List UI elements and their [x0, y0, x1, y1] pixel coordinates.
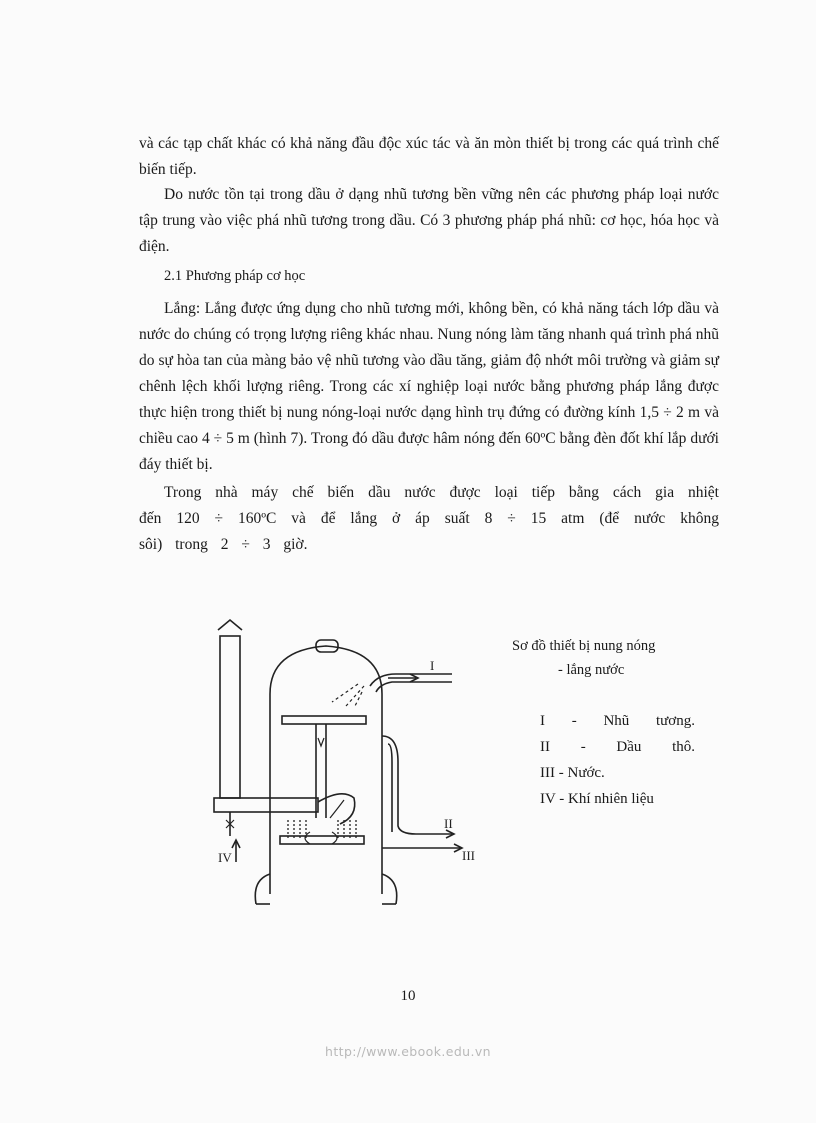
burner-flame-guard — [318, 794, 355, 824]
paragraph-continuation: và các tạp chất khác có khả năng đầu độc xúc tác và ăn mòn thiết bị trong các quá trình chế biến tiếp. — [139, 135, 719, 178]
figure-legend — [540, 708, 695, 812]
bottom-plate — [280, 836, 364, 844]
caption-line-2: - lắng nước — [558, 662, 625, 678]
paragraph-refinery: Trong nhà máy chế biến dầu nước được loại tiếp bằng cách gia nhiệt đến 120 ÷ 160ºC và để lắng ở áp suất 8 ÷ 15 atm (để nước không sôi) trong 2 ÷ 3 giờ. — [139, 484, 719, 553]
caption-line-1: Sơ đồ thiết bị nung nóng — [512, 638, 656, 654]
chimney-cap — [218, 620, 242, 630]
paragraph-settling: Lắng: Lắng được ứng dụng cho nhũ tương mới, không bền, có khả năng tách lớp dầu và nước do chúng có trọng lượng riêng khác nhau. Nung nóng làm tăng nhanh quá trình phá nhũ do sự hòa tan của màng bảo vệ nhũ tương vào dầu tăng, giảm độ nhớt môi trường và giảm sự chênh lệch khối lượng riêng. Trong các xí nghiệp loại nước bằng phương pháp lắng được thực hiện trong thiết bị nung nóng-loại nước dạng hình trụ đứng có đường kính 1,5 ÷ 2 m và chiều cao 4 ÷ 5 m (hình 7). Trong đó dầu được hâm nóng đến 60ºC bằng đèn đốt khí lắp dưới đáy thiết bị. — [139, 300, 719, 473]
inlet-pipe — [370, 674, 452, 686]
paragraph-demulsification: Do nước tồn tại trong dầu ở dạng nhũ tương bền vững nên các phương pháp loại nước tập trung vào việc phá nhũ tương trong dầu. Có 3 phương pháp phá nhũ: cơ học, hóa học và điện. — [139, 186, 719, 255]
vessel-legs — [255, 874, 396, 904]
page-number: 10 — [400, 988, 416, 1004]
section-heading: 2.1 Phương pháp cơ học — [164, 268, 306, 284]
legend-item: II - Dầu thô. — [540, 739, 695, 755]
legend-item: III - Nước. — [540, 765, 605, 781]
distributor-plate — [282, 716, 366, 724]
chimney-stack — [220, 636, 240, 798]
label-III: III — [462, 848, 475, 863]
burner-pipe — [214, 798, 318, 812]
legend-item: I - Nhũ tương. — [540, 713, 695, 729]
settling-apparatus-diagram — [200, 612, 480, 912]
legend-item: IV - Khí nhiên liệu — [540, 791, 654, 807]
label-IV: IV — [218, 850, 232, 865]
apparatus-drawing — [200, 612, 480, 912]
footer-watermark-url: http://www.ebook.edu.vn — [325, 1044, 491, 1059]
label-I: I — [430, 658, 435, 673]
figure-caption — [512, 634, 722, 682]
label-II: II — [444, 816, 453, 831]
